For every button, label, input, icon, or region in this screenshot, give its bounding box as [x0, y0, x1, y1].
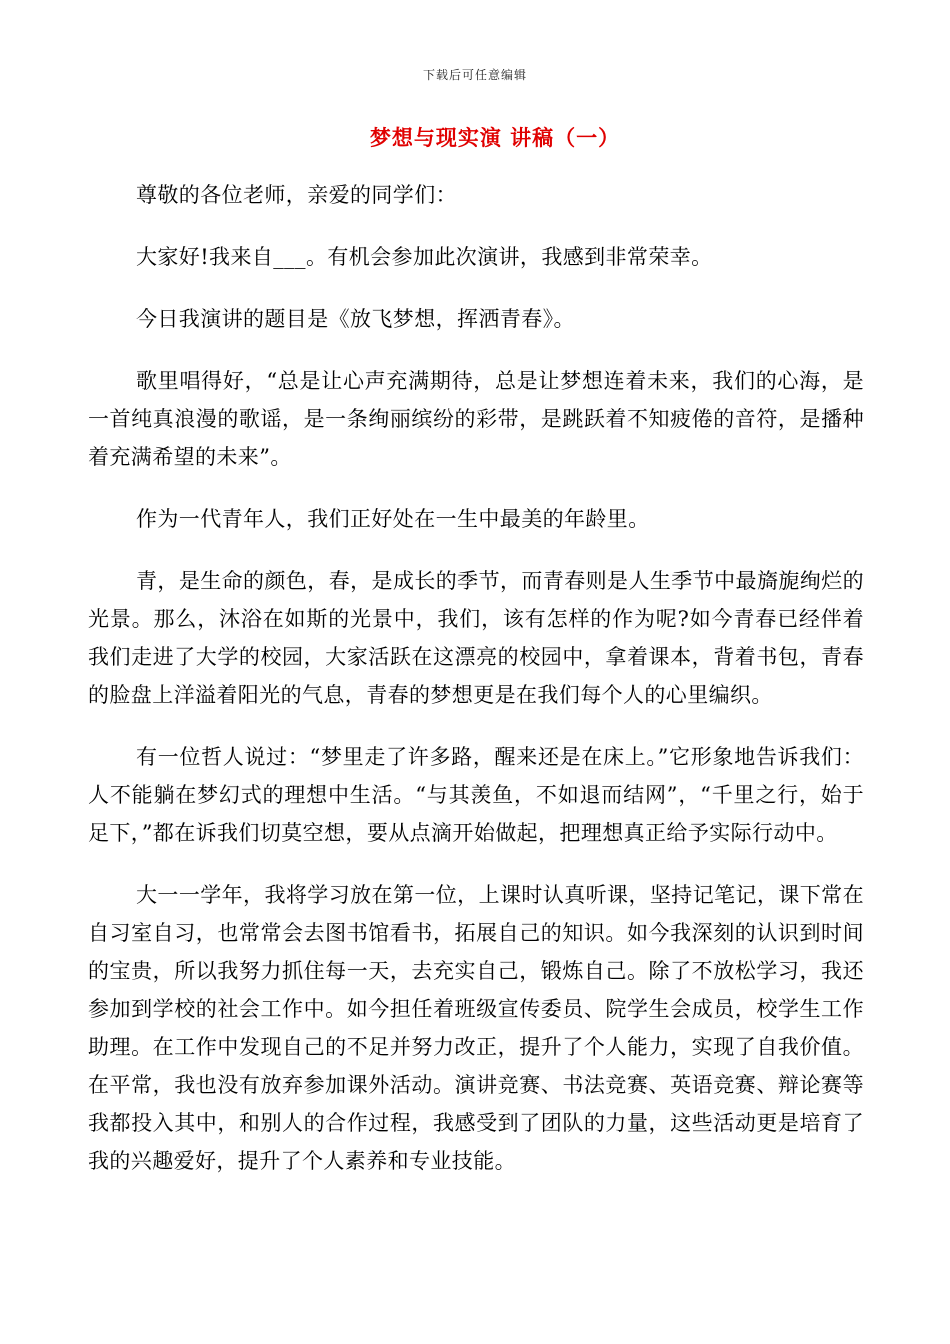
paragraph-youth-age: 作为一代青年人，我们正好处在一生中最美的年龄里。 — [136, 507, 650, 531]
paragraph-song-quote: 歌里唱得好，“总是让心声充满期待，总是让梦想连着未来，我们的心海，是一首纯真浪漫的歌谣，是一条绚丽缤纷的彩带，是跳跃着不知疲倦的音符，是播种着充满希望的未来”。 — [88, 369, 864, 469]
paragraph-topic: 今日我演讲的题目是《放飞梦想，挥洒青春》。 — [136, 307, 575, 331]
header-note: 下载后可任意编辑 — [422, 68, 527, 82]
paragraph-greeting: 大家好!我来自___。有机会参加此次演讲，我感到非常荣幸。 — [136, 245, 713, 269]
paragraph-freshman-year: 大一一学年，我将学习放在第一位，上课时认真听课，坚持记笔记，课下常在自习室自习，也常常会去图书馆看书，拓展自己的知识。如今我深刻的认识到时间的宝贵，所以我努力抓住每一天，去充实自己，锻炼自己。除了不放松学习，我还参加到学校的社会工作中。如今担任着班级宣传委员、院学生会成员，校学生工作助理。在工作中发现自己的不足并努力改正，提升了个人能力，实现了自我价值。在平常，我也没有放弃参加课外活动。演讲竞赛、书法竞赛、英语竞赛、辩论赛等我都投入其中，和别人的合作过程，我感受到了团队的力量，这些活动更是培育了我的兴趣爱好，提升了个人素养和专业技能。 — [88, 883, 864, 1173]
paragraph-salutation: 尊敬的各位老师，亲爱的同学们： — [136, 183, 457, 207]
paragraph-youth-scenery: 青，是生命的颜色，春，是成长的季节，而青春则是人生季节中最旖旎绚烂的光景。那么，沐浴在如斯的光景中，我们，该有怎样的作为呢?如今青春已经伴着我们走进了大学的校园，大家活跃在这漂亮的校园中，拿着课本，背着书包，青春的脸盘上洋溢着阳光的气息，青春的梦想更是在我们每个人的心里编织。 — [88, 569, 864, 707]
paragraph-philosopher: 有一位哲人说过：“梦里走了许多路，醒来还是在床上。”它形象地告诉我们：人不能躺在梦幻式的理想中生活。“与其羡鱼，不如退而结网”，“千里之行，始于足下，”都在诉我们切莫空想，要从点滴开始做起，把理想真正给予实际行动中。 — [88, 745, 864, 845]
document-title: 梦想与现实演 讲稿（一） — [369, 125, 621, 150]
document-body — [88, 176, 864, 1204]
